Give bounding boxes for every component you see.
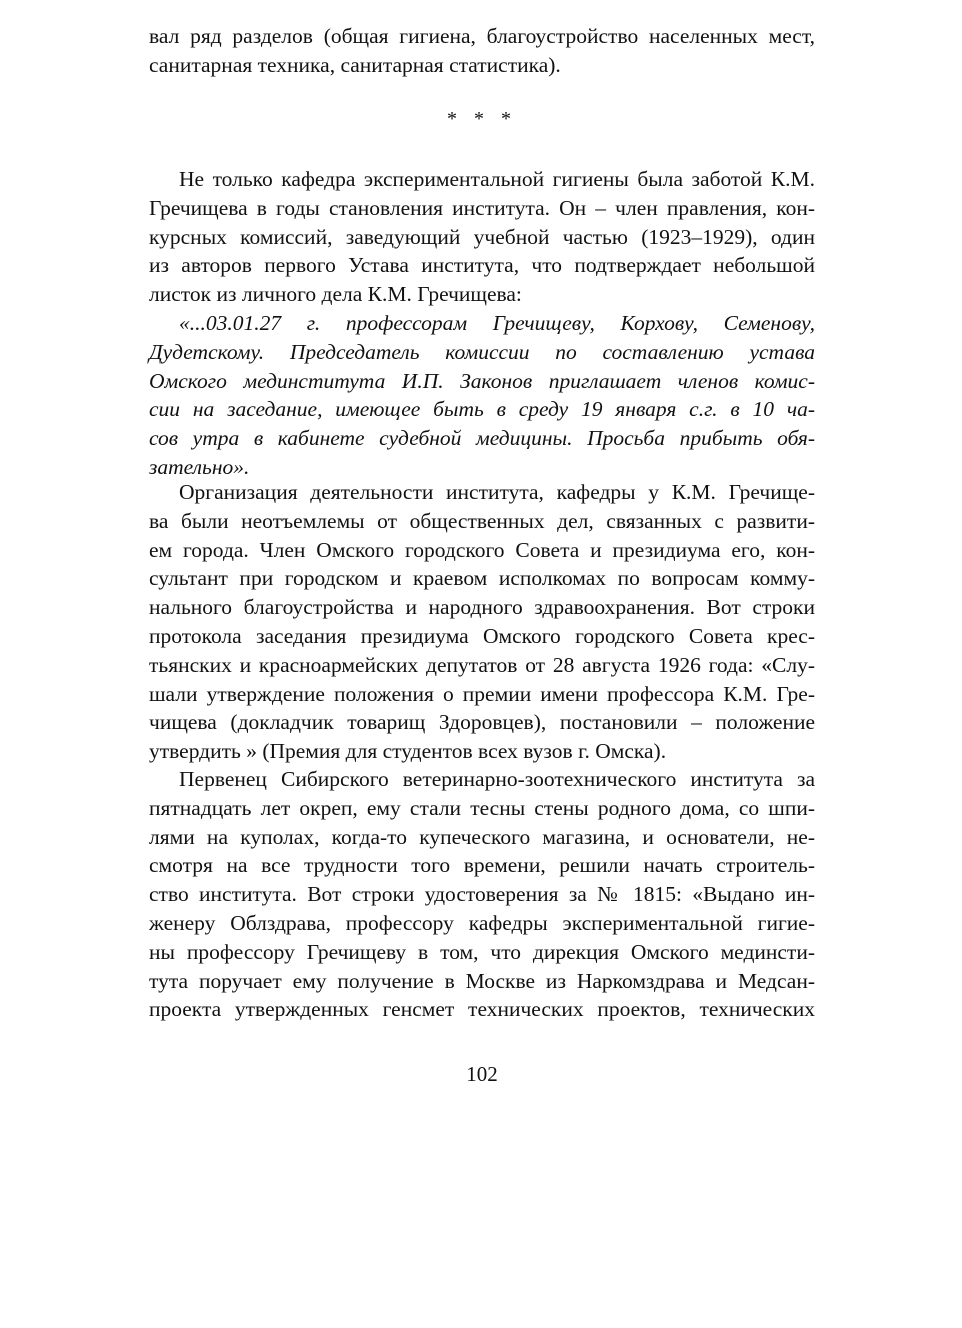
paragraph-3	[149, 765, 815, 1024]
text-line: женеру Облздрава, профессору кафедры экспериментальной гигие-	[149, 910, 815, 935]
quote-line: Омского мединститута И.П. Законов приглашает членов комис-	[149, 368, 815, 393]
quote-line: зательно».	[149, 454, 250, 479]
text-line: ем города. Член Омского городского Совета и президиума его, кон-	[149, 537, 815, 562]
section-separator: * * *	[447, 108, 517, 130]
page-number: 102	[466, 1062, 498, 1086]
text-line: тьянских и красноармейских депутатов от 28 августа 1926 года: «Слу-	[149, 652, 815, 677]
text-line: сультант при городском и краевом исполкомах по вопросам комму-	[149, 566, 815, 591]
text-line: Гречищева в годы становления института. Он – член правления, кон-	[149, 195, 815, 220]
text-line: ны профессору Гречищеву в том, что дирекция Омского мединсти-	[149, 939, 815, 964]
text-line: вал ряд разделов (общая гигиена, благоустройство населенных мест,	[149, 24, 815, 48]
text-line: чищева (докладчик товарищ Здоровцев), постановили – положение	[149, 710, 815, 735]
text-line: Первенец Сибирского ветеринарно-зоотехнического института за	[179, 767, 815, 791]
text-line: Не только кафедра экспериментальной гигиены была заботой К.М.	[179, 167, 815, 191]
text-line: лями на куполах, когда-то купеческого магазина, и основатели, не-	[149, 824, 815, 849]
paragraph-top	[149, 22, 815, 80]
text-line: нального благоустройства и народного здравоохранения. Вот строки	[149, 595, 815, 620]
quote-line: сов утра в кабинете судебной медицины. Просьба прибыть обя-	[149, 426, 815, 451]
quote-line: «...03.01.27 г. профессорам Гречищеву, Корхову, Семенову,	[179, 311, 815, 335]
quote-line: Дудетскому. Председатель комиссии по составлению устава	[149, 339, 815, 364]
quote-block	[149, 309, 815, 482]
text-line: курсных комиссий, заведующий учебной частью (1923–1929), один	[149, 224, 815, 249]
quote-line: сии на заседание, имеющее быть в среду 19 января с.г. в 10 ча-	[149, 397, 815, 422]
paragraph-1	[149, 165, 815, 309]
text-line: листок из личного дела К.М. Гречищева:	[149, 282, 522, 307]
text-line: санитарная техника, санитарная статистика).	[149, 52, 561, 77]
text-line: шали утверждение положения о премии имени профессора К.М. Гре-	[149, 681, 815, 706]
text-line: Организация деятельности института, кафедры у К.М. Гречище-	[179, 480, 815, 504]
paragraph-2	[149, 478, 815, 766]
text-line: тута поручает ему получение в Москве из Наркомздрава и Медсан-	[149, 968, 815, 993]
text-line: из авторов первого Устава института, что подтверждает небольшой	[149, 253, 815, 278]
text-line: утвердить » (Премия для студентов всех вузов г. Омска).	[149, 739, 667, 764]
text-line: смотря на все трудности того времени, решили начать строитель-	[149, 853, 815, 878]
text-line: пятнадцать лет окреп, ему стали тесны стены родного дома, со шпи-	[149, 795, 815, 820]
text-line: ство института. Вот строки удостоверения за № 1815: «Выдано ин-	[149, 882, 815, 907]
text-line: проекта утвержденных генсмет технических проектов, технических	[149, 997, 815, 1022]
text-line: протокола заседания президиума Омского городского Совета крес-	[149, 623, 815, 648]
text-line: ва были неотъемлемы от общественных дел, связанных с развити-	[149, 508, 815, 533]
